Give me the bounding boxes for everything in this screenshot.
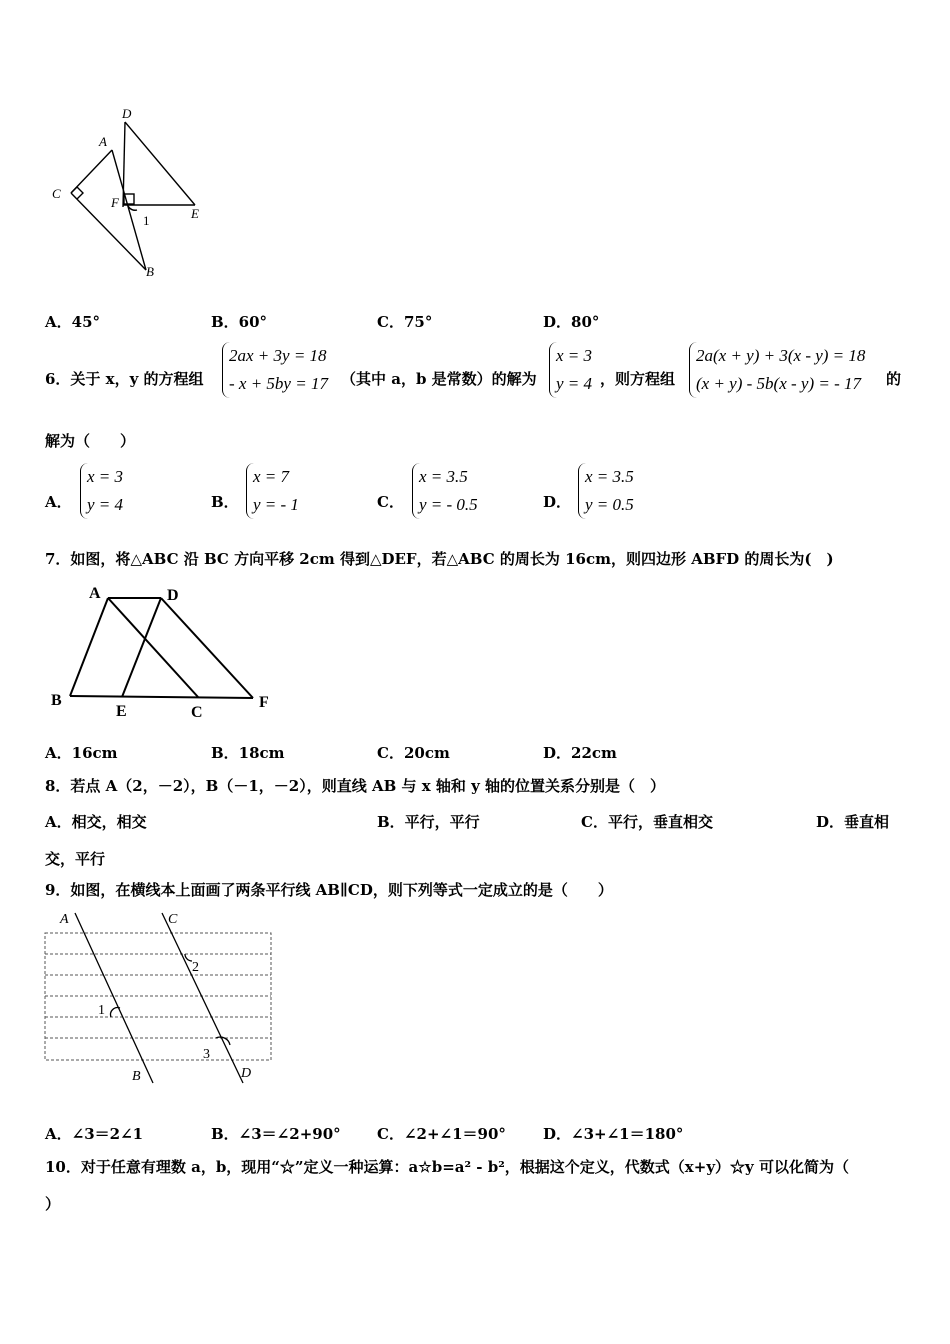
fig-label: 1 — [143, 213, 150, 228]
q5-figure — [40, 100, 220, 285]
equation: (x + y) - 5b(x - y) = - 17 — [696, 374, 862, 393]
q6-mid2: ，则方程组 — [600, 370, 676, 388]
equation: x = 3 — [556, 346, 593, 365]
equation: y = - 0.5 — [419, 495, 478, 514]
fig-label: C — [52, 186, 61, 201]
q6-option-d-system — [578, 463, 634, 519]
q9-option-d[interactable]: D．∠3+∠1＝180° — [543, 1125, 684, 1143]
q6-system-1 — [222, 342, 328, 398]
q6-prefix: 6．关于 x，y 的方程组 — [45, 370, 204, 388]
fig-label: 3 — [203, 1047, 210, 1062]
q8-option-d-wrap: 交，平行 — [45, 850, 106, 868]
equation: 2a(x + y) + 3(x - y) = 18 — [696, 346, 866, 365]
equation: x = 3.5 — [585, 467, 634, 486]
q9-question: 9．如图，在横线本上面画了两条平行线 AB∥CD，则下列等式一定成立的是（ ） — [45, 881, 613, 899]
q10-question: 10．对于任意有理数 a，b，现用“☆”定义一种运算：a☆b=a² - b²，根据这个定义，代数式（x+y）☆y 可以化简为（ — [45, 1158, 849, 1176]
fig-label: C — [168, 912, 178, 927]
q7-option-a[interactable]: A．16cm — [45, 744, 118, 762]
seg-AC — [108, 598, 198, 697]
equation: y = - 1 — [253, 495, 299, 514]
q8-option-b[interactable]: B．平行，平行 — [377, 813, 480, 831]
seg-DE — [122, 598, 161, 697]
seg-BF — [70, 696, 253, 698]
q8-option-c[interactable]: C．平行，垂直相交 — [581, 813, 713, 831]
angle-2-arc — [185, 954, 192, 961]
fig-label: E — [191, 206, 199, 221]
q9-figure — [40, 905, 280, 1090]
q6-option-a-system — [80, 463, 123, 519]
equation: x = 7 — [253, 467, 290, 486]
equation: y = 4 — [87, 495, 124, 514]
q6-system-3 — [689, 342, 865, 398]
fig-label: C — [191, 704, 203, 721]
q8-question: 8．若点 A（2，－2），B（－1，－2），则直线 AB 与 x 轴和 y 轴的位置关系分别是（ ） — [45, 777, 666, 795]
q6-system-2 — [549, 342, 592, 398]
q6-line2: 解为（ ） — [45, 432, 136, 450]
equation: x = 3.5 — [419, 467, 468, 486]
fig-label: D — [241, 1066, 252, 1081]
q6-option-a[interactable]: A． — [45, 493, 72, 511]
q6-mid: （其中 a，b 是常数）的解为 — [341, 370, 537, 388]
seg-DF — [161, 598, 253, 698]
fig-label: B — [51, 692, 62, 709]
q7-question: 7．如图，将△ABC 沿 BC 方向平移 2cm 得到△DEF，若△ABC 的周长为 16cm，则四边形 ABFD 的周长为( ) — [45, 550, 834, 568]
q9-option-b[interactable]: B．∠3＝∠2+90° — [211, 1125, 341, 1143]
fig-label: D — [122, 106, 132, 121]
fig-label: 2 — [192, 960, 199, 975]
equation: - x + 5by = 17 — [229, 374, 328, 393]
q9-option-c[interactable]: C．∠2+∠1＝90° — [377, 1125, 506, 1143]
line-AB — [75, 913, 153, 1083]
q6-option-b[interactable]: B． — [211, 493, 239, 511]
equation: x = 3 — [87, 467, 124, 486]
q5-option-b[interactable]: B．60° — [211, 313, 268, 331]
q6-option-d[interactable]: D． — [543, 493, 572, 511]
fig-label: A — [89, 585, 101, 602]
q7-figure — [40, 580, 280, 725]
fig-label: F — [111, 195, 119, 210]
q5-option-a[interactable]: A．45° — [45, 313, 101, 331]
equation: y = 4 — [556, 374, 593, 393]
q7-option-c[interactable]: C．20cm — [377, 744, 450, 762]
seg-AB — [70, 598, 108, 696]
q8-option-a[interactable]: A．相交，相交 — [45, 813, 147, 831]
fig-label: 1 — [98, 1003, 105, 1018]
fig-label: F — [259, 694, 269, 711]
q8-option-d[interactable]: D．垂直相 — [816, 813, 890, 831]
fig-label: B — [146, 264, 154, 279]
q7-option-d[interactable]: D．22cm — [543, 744, 617, 762]
seg-DE — [125, 122, 195, 205]
q5-option-d[interactable]: D．80° — [543, 313, 600, 331]
fig-label: A — [60, 912, 69, 927]
equation: 2ax + 3y = 18 — [229, 346, 327, 365]
q6-option-b-system — [246, 463, 299, 519]
fig-label: E — [116, 703, 127, 720]
fig-label: D — [167, 587, 179, 604]
q6-option-c[interactable]: C． — [377, 493, 404, 511]
q10-question-wrap: ） — [45, 1195, 61, 1213]
q5-option-c[interactable]: C．75° — [377, 313, 433, 331]
q6-suffix: 的 — [886, 370, 902, 388]
q6-option-c-system — [412, 463, 478, 519]
q7-option-b[interactable]: B．18cm — [211, 744, 285, 762]
q9-option-a[interactable]: A．∠3＝2∠1 — [45, 1125, 144, 1143]
fig-label: B — [132, 1069, 141, 1084]
right-angle-C — [71, 187, 83, 199]
fig-label: A — [99, 134, 107, 149]
equation: y = 0.5 — [585, 495, 634, 514]
